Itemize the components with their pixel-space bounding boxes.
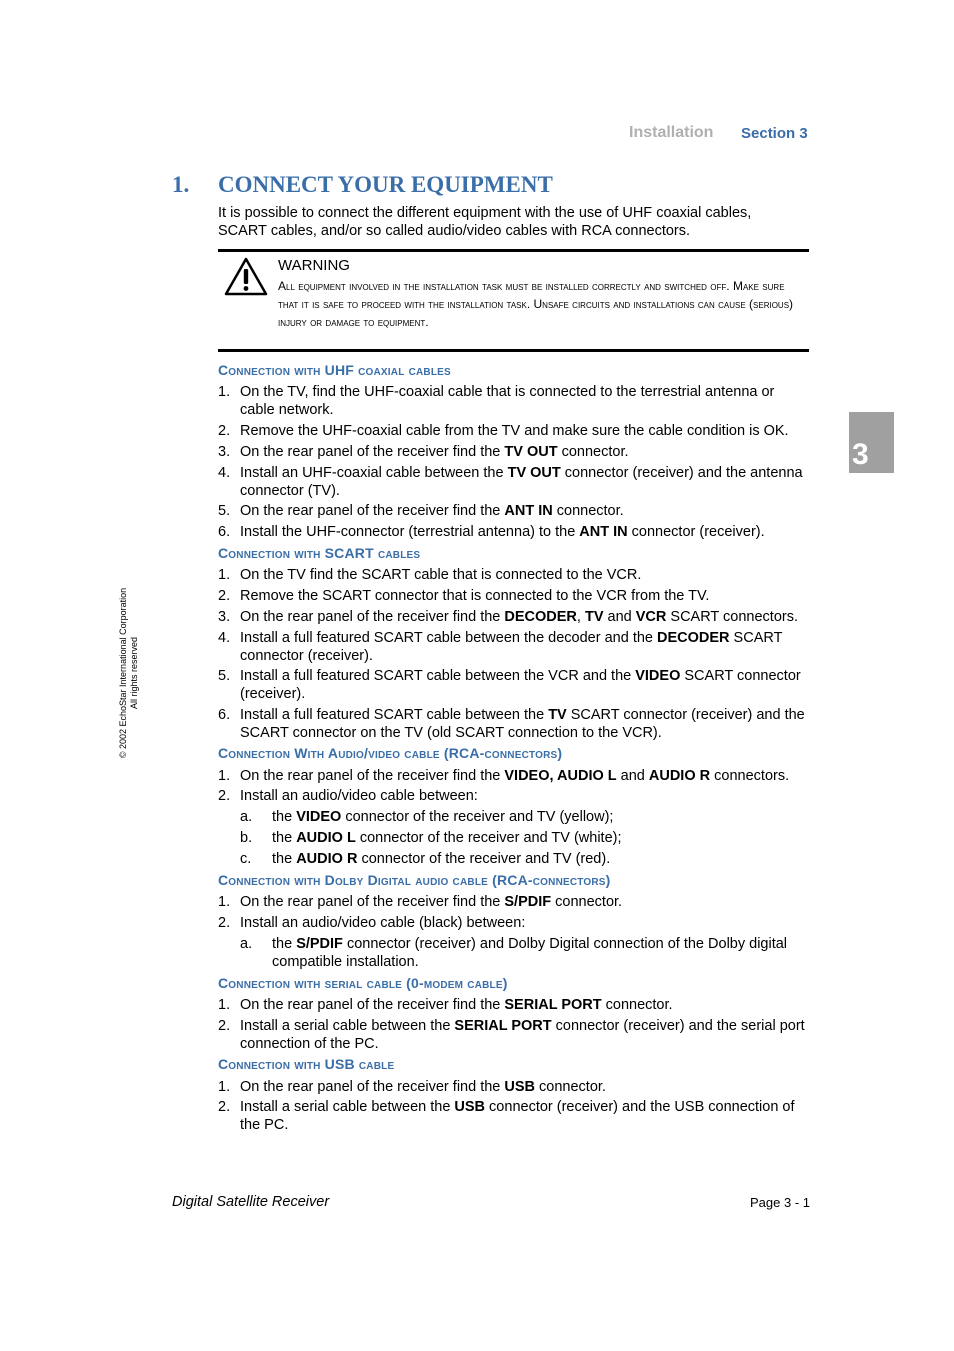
list-number: 4. [218,465,231,481]
list-text [240,567,810,585]
sub-list-item [240,936,810,971]
text-run: SCART connector (receiver). [240,630,783,664]
list-item [218,423,810,441]
text-run: SCART connectors. [666,609,799,625]
text-run: connector (receiver) and the antenna connector (TV). [240,465,803,499]
list-text [240,668,810,703]
list-text [240,894,810,912]
text-run: Install a full featured SCART cable between the [240,707,549,723]
list-item [218,630,810,665]
text-run: On the rear panel of the receiver find the [240,768,505,784]
list-number: 2. [218,788,231,804]
header-chapter: Installation [629,124,714,141]
list-number: 2. [218,1018,231,1034]
header-section: Section 3 [741,125,808,142]
text-run: Install an audio/video cable between: [240,788,478,804]
sub-list-text [272,851,810,869]
page-title [172,172,553,198]
list-item [218,1018,810,1053]
list-text [240,444,810,462]
text-run: On the rear panel of the receiver find the [240,1079,505,1095]
list-item [218,1099,810,1134]
list-number: 6. [218,524,231,540]
section-tab [849,412,894,473]
list-item [218,668,810,703]
text-run: connector (receiver) and Dolby Digital connection of the Dolby digital compatible installation. [272,936,788,970]
copyright-sidebar [118,578,140,768]
text-run: Install a full featured SCART cable between the VCR and the [240,668,636,684]
text-run: connector. [551,894,623,910]
connector-name: VIDEO [296,809,342,825]
list-text [240,1018,810,1053]
list-text [240,524,810,542]
text-run: connector of the receiver and TV (white); [355,830,622,846]
list-text [240,1079,810,1097]
section-heading: Connection with UHF coaxial cables [218,362,451,378]
section-tab-number: 3 [852,438,869,471]
text-run: On the rear panel of the receiver find the [240,609,505,625]
footer-product-name: Digital Satellite Receiver [172,1194,330,1210]
text-run: Remove the SCART connector that is connected to the VCR from the TV. [240,588,710,604]
text-run: the [272,830,297,846]
list-item [218,707,810,742]
connector-name: TV OUT [504,444,558,460]
text-run: On the rear panel of the receiver find the [240,444,505,460]
text-run: connector. [552,503,624,519]
text-run: On the rear panel of the receiver find the [240,503,505,519]
list-number: 2. [218,423,231,439]
text-run: Install an UHF-coaxial cable between the [240,465,508,481]
list-number: 1. [218,768,231,784]
list-item [218,567,810,585]
footer-page-number: Page 3 - 1 [750,1195,810,1210]
sub-list-letter: c. [240,851,252,867]
warning-title: WARNING [278,257,350,274]
connector-name: TV [584,609,604,625]
sub-list-text [272,936,810,971]
text-run: connector. [535,1079,606,1095]
text-run: connector. [557,444,629,460]
list-text [240,384,810,419]
text-run: the [272,851,297,867]
list-number: 5. [218,668,231,684]
connector-name: ANT IN [579,524,628,540]
title-text: CONNECT YOUR EQUIPMENT [218,172,553,197]
list-text [240,1099,810,1134]
list-text [240,707,810,742]
connector-name: VIDEO, AUDIO L [504,768,617,784]
text-run: connector. [601,997,673,1013]
sub-list-text [272,809,810,827]
connector-name: SERIAL PORT [504,997,602,1013]
sub-list-text [272,830,810,848]
list-number: 3. [218,609,231,625]
text-run: connectors. [710,768,790,784]
list-item [218,1079,810,1097]
section-heading: Connection With Audio/video cable (RCA-connectors) [218,745,563,761]
list-text [240,465,810,500]
list-item [218,444,810,462]
connector-name: DECODER [504,609,577,625]
connector-name: AUDIO L [296,830,356,846]
text-run: On the rear panel of the receiver find the [240,997,505,1013]
list-item [218,465,810,500]
text-run: Install an audio/video cable (black) between: [240,915,526,931]
connector-name: DECODER [657,630,730,646]
text-run: SCART connector (receiver) and the SCART connector on the TV (old SCART connection to the VCR). [240,707,805,741]
text-run: connector of the receiver and TV (yellow); [341,809,614,825]
connector-name: S/PDIF [504,894,552,910]
text-run: On the TV find the SCART cable that is connected to the VCR. [240,567,642,583]
connector-name: AUDIO R [296,851,358,867]
list-number: 2. [218,588,231,604]
list-item [218,384,810,419]
text-run: the [272,936,297,952]
list-item [218,768,810,786]
list-text [240,788,810,806]
connector-name: TV [548,707,567,723]
list-text [240,630,810,665]
warning-box [218,249,809,352]
list-number: 1. [218,997,231,1013]
connector-name: ANT IN [504,503,553,519]
section-heading: Connection with USB cable [218,1056,395,1072]
list-number: 3. [218,444,231,460]
list-number: 1. [218,384,231,400]
sub-list-item [240,830,810,848]
text-run: Remove the UHF-coaxial cable from the TV and make sure the cable condition is OK. [240,423,789,439]
text-run: Install the UHF-connector (terrestrial antenna) to the [240,524,580,540]
list-number: 4. [218,630,231,646]
text-run: Install a serial cable between the [240,1099,455,1115]
text-run: the [272,809,297,825]
list-item [218,788,810,806]
list-item [218,609,810,627]
list-text [240,768,810,786]
section-heading: Connection with SCART cables [218,545,421,561]
text-run: On the rear panel of the receiver find the [240,894,505,910]
intro-paragraph: It is possible to connect the different equipment with the use of UHF coaxial cables, SCART cables, and/or so called audio/video cables with RCA connectors. [218,205,752,239]
list-number: 2. [218,1099,231,1115]
list-number: 5. [218,503,231,519]
copyright-line: © 2002 EchoStar International Corporation [118,587,128,759]
warning-triangle-icon [224,257,268,297]
list-number: 1. [218,567,231,583]
connector-name: TV OUT [507,465,561,481]
list-number: 2. [218,915,231,931]
list-number: 1. [218,1079,231,1095]
list-number: 6. [218,707,231,723]
sub-list-letter: b. [240,830,253,846]
list-text [240,588,810,606]
rights-line: All rights reserved [129,636,139,710]
text-run: , [576,609,585,625]
list-number: 1. [218,894,231,910]
list-text [240,997,810,1015]
connector-name: USB [504,1079,536,1095]
connector-name: S/PDIF [296,936,343,952]
text-run: Install a full featured SCART cable between the decoder and the [240,630,658,646]
sub-list-letter: a. [240,809,253,825]
list-text [240,503,810,521]
list-item [218,997,810,1015]
text-run: connector of the receiver and TV (red). [357,851,611,867]
sub-list-letter: a. [240,936,253,952]
connector-name: SERIAL PORT [454,1018,552,1034]
list-item [218,503,810,521]
text-run: connector (receiver) and the USB connection of the PC. [240,1099,795,1133]
text-run: and [616,768,649,784]
sub-list-item [240,851,810,869]
list-text [240,915,810,933]
list-item [218,588,810,606]
text-run: and [603,609,636,625]
list-item [218,524,810,542]
list-text [240,423,810,441]
connector-name: VCR [635,609,667,625]
connector-name: AUDIO R [648,768,711,784]
text-run: Install a serial cable between the [240,1018,455,1034]
section-heading: Connection with Dolby Digital audio cable (RCA-connectors) [218,872,611,888]
section-heading: Connection with serial cable (0-modem cable) [218,975,508,991]
connector-name: VIDEO [635,668,681,684]
list-text [240,609,810,627]
text-run: SCART connector (receiver). [240,668,801,702]
list-item [218,915,810,933]
title-number: 1. [172,172,190,197]
connector-name: USB [454,1099,486,1115]
text-run: connector (receiver). [627,524,765,540]
sub-list-item [240,809,810,827]
warning-text: All equipment involved in the installation task must be installed correctly and switched off. Make sure that it is safe to proceed with the installation task. Unsafe circuits and installations can cause (serious) injury or damage to equipment. [278,279,794,329]
list-item [218,894,810,912]
text-run: connector (receiver) and the serial port connection of the PC. [240,1018,805,1052]
text-run: On the TV, find the UHF-coaxial cable that is connected to the terrestrial antenna or cable network. [240,384,775,418]
